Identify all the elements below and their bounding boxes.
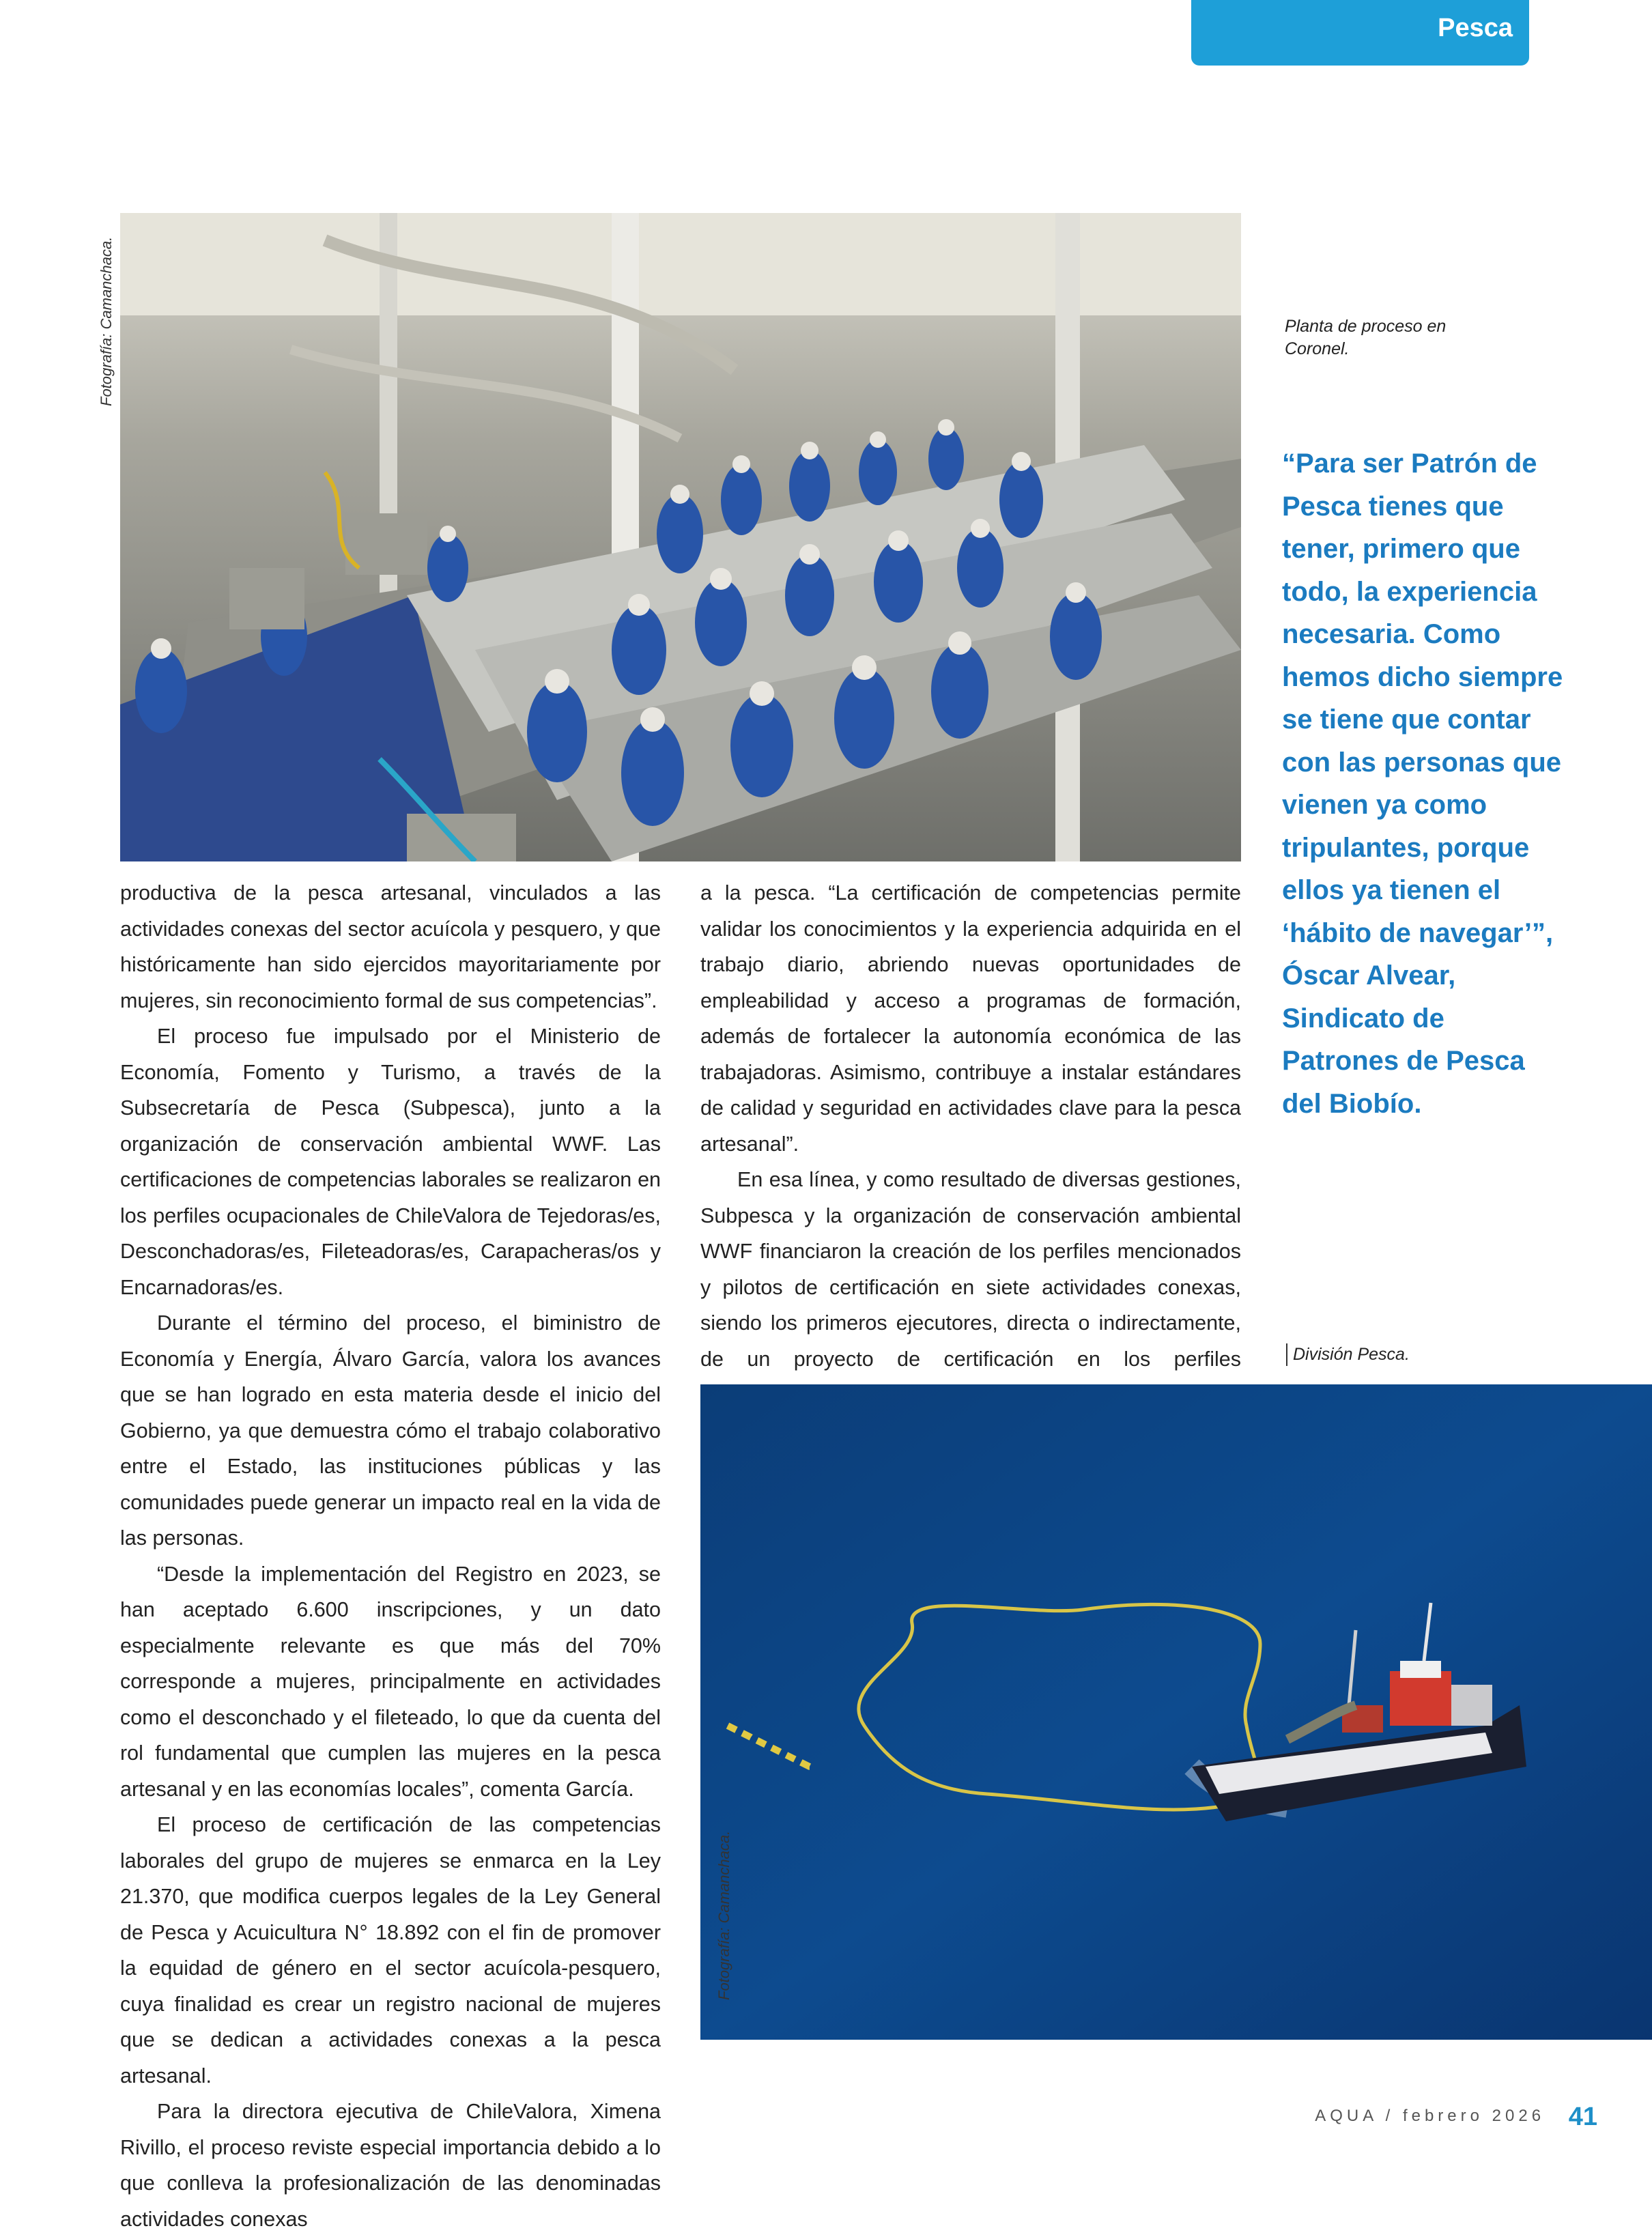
paragraph-text: En esa línea, y como resultado de diversas gestiones, Subpesca y la organización de conservación ambiental WWF financiaron la creación de los perfiles mencionados y pilotos de certificación en siete actividades conexas, siendo los primeros ejecutores, directa o indirectamente, de un proyecto de certificación en los perfiles [700, 1168, 1241, 1371]
paragraph: El proceso fue impulsado por el Ministerio de Economía, Fomento y Turismo, a través de la Subsecretaría de Pesca (Subpesca), junto a la organización de conservación ambiental WWF. Las certificaciones de competencias laborales se realizaron en los perfiles ocupacionales de ChileValora de Tejedoras/es, Desconchadoras/es, Fileteadoras/es, Carapacheras/os y Encarnadoras/es. [120, 1025, 661, 1299]
section-label: Pesca [1438, 14, 1513, 42]
paragraph: productiva de la pesca artesanal, vinculados a las actividades conexas del sector acuícola y pesquero, y que históricamente han sido ejercidos mayoritariamente por mujeres, sin reconocimiento formal de sus competencias”. [120, 881, 661, 1012]
photo-fishing-vessel [700, 1384, 1652, 2040]
issue-date: febrero 2026 [1402, 2107, 1546, 2125]
paragraph: Para la directora ejecutiva de ChileValora, Ximena Rivillo, el proceso reviste especial importancia debido a lo que conlleva la profesionalización de las denominadas actividades conexas [120, 2100, 661, 2231]
photo1-credit: Fotografía: Camanchaca. [98, 236, 115, 406]
article-column-1 [120, 875, 661, 2237]
paragraph: “Desde la implementación del Registro en 2023, se han aceptado 6.600 inscripciones, y un dato especialmente relevante es que más del 70% corresponde a mujeres, principalmente en actividades como el desconchado y el fileteado, lo que da cuenta del rol fundamental que cumplen las mujeres en la pesca artesanal y en las economías locales”, comenta García. [120, 1562, 661, 1801]
paragraph: a la pesca. “La certificación de competencias permite validar los conocimientos y la experiencia adquirida en el trabajo diario, abriendo nuevas oportunidades de empleabilidad y acceso a programas de formación, además de fortalecer la autonomía económica de las trabajadoras. Asimismo, contribuye a instalar estándares de calidad y seguridad en actividades clave para la pesca artesanal”. [700, 881, 1241, 1156]
photo2-caption: División Pesca. [1286, 1343, 1470, 1366]
section-tab [1191, 0, 1529, 66]
paragraph: Durante el término del proceso, el biministro de Economía y Energía, Álvaro García, valora los avances que se han logrado en esta materia desde el inicio del Gobierno, ya que demuestra cómo el trabajo colaborativo entre el Estado, las instituciones públicas y las comunidades puede generar un impacto real en la vida de las personas. [120, 1311, 661, 1550]
page-footer [1315, 2103, 1597, 2132]
processing-plant-image [120, 213, 1241, 861]
magazine-name: AQUA [1315, 2107, 1377, 2125]
pull-quote: “Para ser Patrón de Pesca tienes que tener, primero que todo, la experiencia necesaria. Como hemos dicho siempre se tiene que contar con las personas que vienen ya como tripulantes, porque ellos ya tienen el ‘hábito de navegar’”, Óscar Alvear, Sindicato de Patrones de Pesca del Biobío. [1282, 448, 1563, 1119]
photo1-caption: Planta de proceso en Coronel. [1285, 317, 1447, 358]
paragraph [700, 1162, 1241, 1413]
article-column-2 [700, 875, 1241, 1413]
fishing-vessel-image [700, 1384, 1652, 2040]
paragraph: El proceso de certificación de las competencias laborales del grupo de mujeres se enmarca en la Ley 21.370, que modifica cuerpos legales de la Ley General de Pesca y Acuicultura N° 18.892 con el fin de promover la equidad de género en el sector acuícola-pesquero, cuya finalidad es crear un registro nacional de mujeres que se dedican a actividades conexas a la pesca artesanal. [120, 1813, 661, 2088]
footer-separator: / [1385, 2107, 1395, 2125]
photo-processing-plant [120, 213, 1241, 861]
photo2-credit: Fotografía: Camanchaca. [715, 1830, 732, 2000]
page-number: 41 [1568, 2103, 1597, 2131]
